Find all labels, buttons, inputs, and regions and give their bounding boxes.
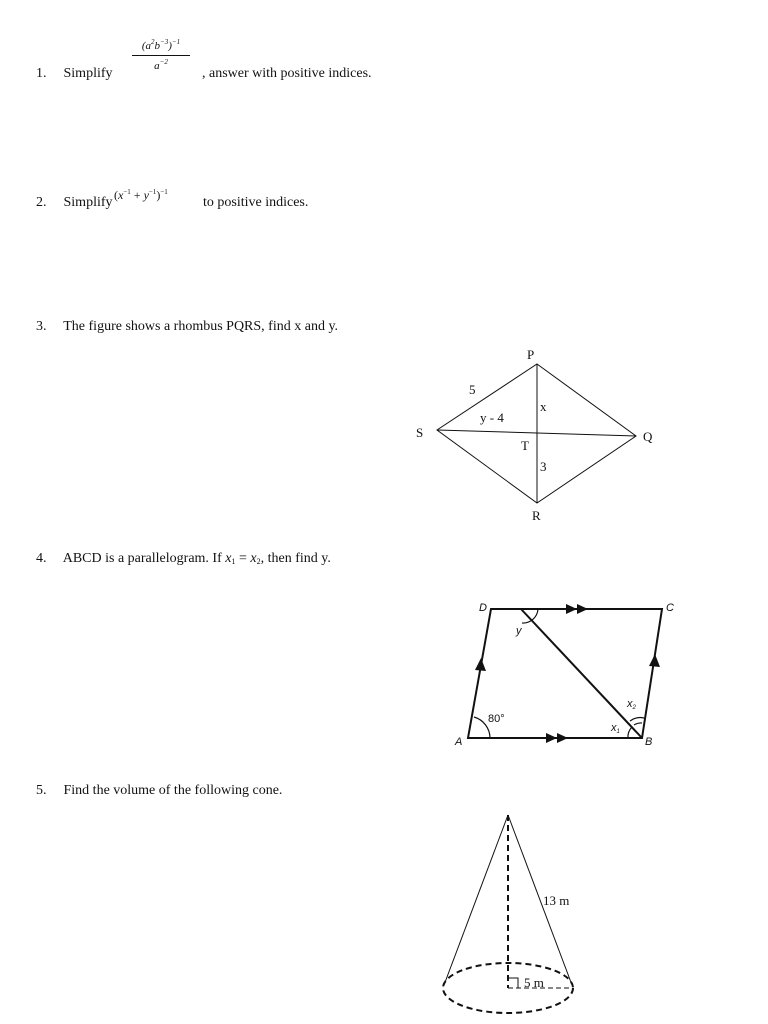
question-number: 4. [36,551,47,566]
label-ST: y - 4 [480,410,504,425]
vertex-Q: Q [643,429,653,444]
label-TR: 3 [540,459,547,474]
vertex-S: S [416,425,424,440]
side-label: 5 [469,382,476,397]
question-text: Find the volume of the following cone. [63,783,283,798]
vertex-A: A [455,736,463,748]
q2-expression: $(x^{-1} + y^{-1})^{-1}$ [114,188,168,202]
question-lead: Simplify [63,66,113,81]
vertex-R: R [532,508,541,523]
label-PT: x [540,399,547,414]
vertex-C: C [666,602,674,614]
right-angle-mark [508,978,518,988]
q4-condition: $x_1 = x_2$ [225,551,261,566]
slant-label: 13 m [543,893,570,908]
question-text-before: ABCD is a parallelogram. If [62,551,226,566]
cone-left-edge [444,815,508,985]
vertex-T: T [521,438,529,453]
question-number: 1. [36,66,47,81]
radius-label: 5 m [524,975,544,990]
q1-numerator: $(a^2b^{-3})^{-1}$ [132,38,190,56]
q2-tail: to positive indices. [203,195,309,210]
question-text: The figure shows a rhombus PQRS, find x and y. [63,319,339,334]
angle-x1-label: x1 [611,722,620,735]
vertex-D: D [479,602,487,614]
angle-y-label: y [516,625,522,637]
question-text-after: , then find y. [260,551,331,566]
question-number: 3. [36,319,47,334]
angle-A-label: 80° [488,713,505,725]
question-number: 5. [36,783,47,798]
vertex-P: P [527,347,535,362]
angle-x2-label: x2 [627,698,636,711]
q1-tail: , answer with positive indices. [202,66,372,81]
question-number: 2. [36,195,47,210]
question-lead: Simplify [63,195,113,210]
q1-denominator: $a^{-2}$ [154,58,168,72]
vertex-B: B [645,736,653,748]
